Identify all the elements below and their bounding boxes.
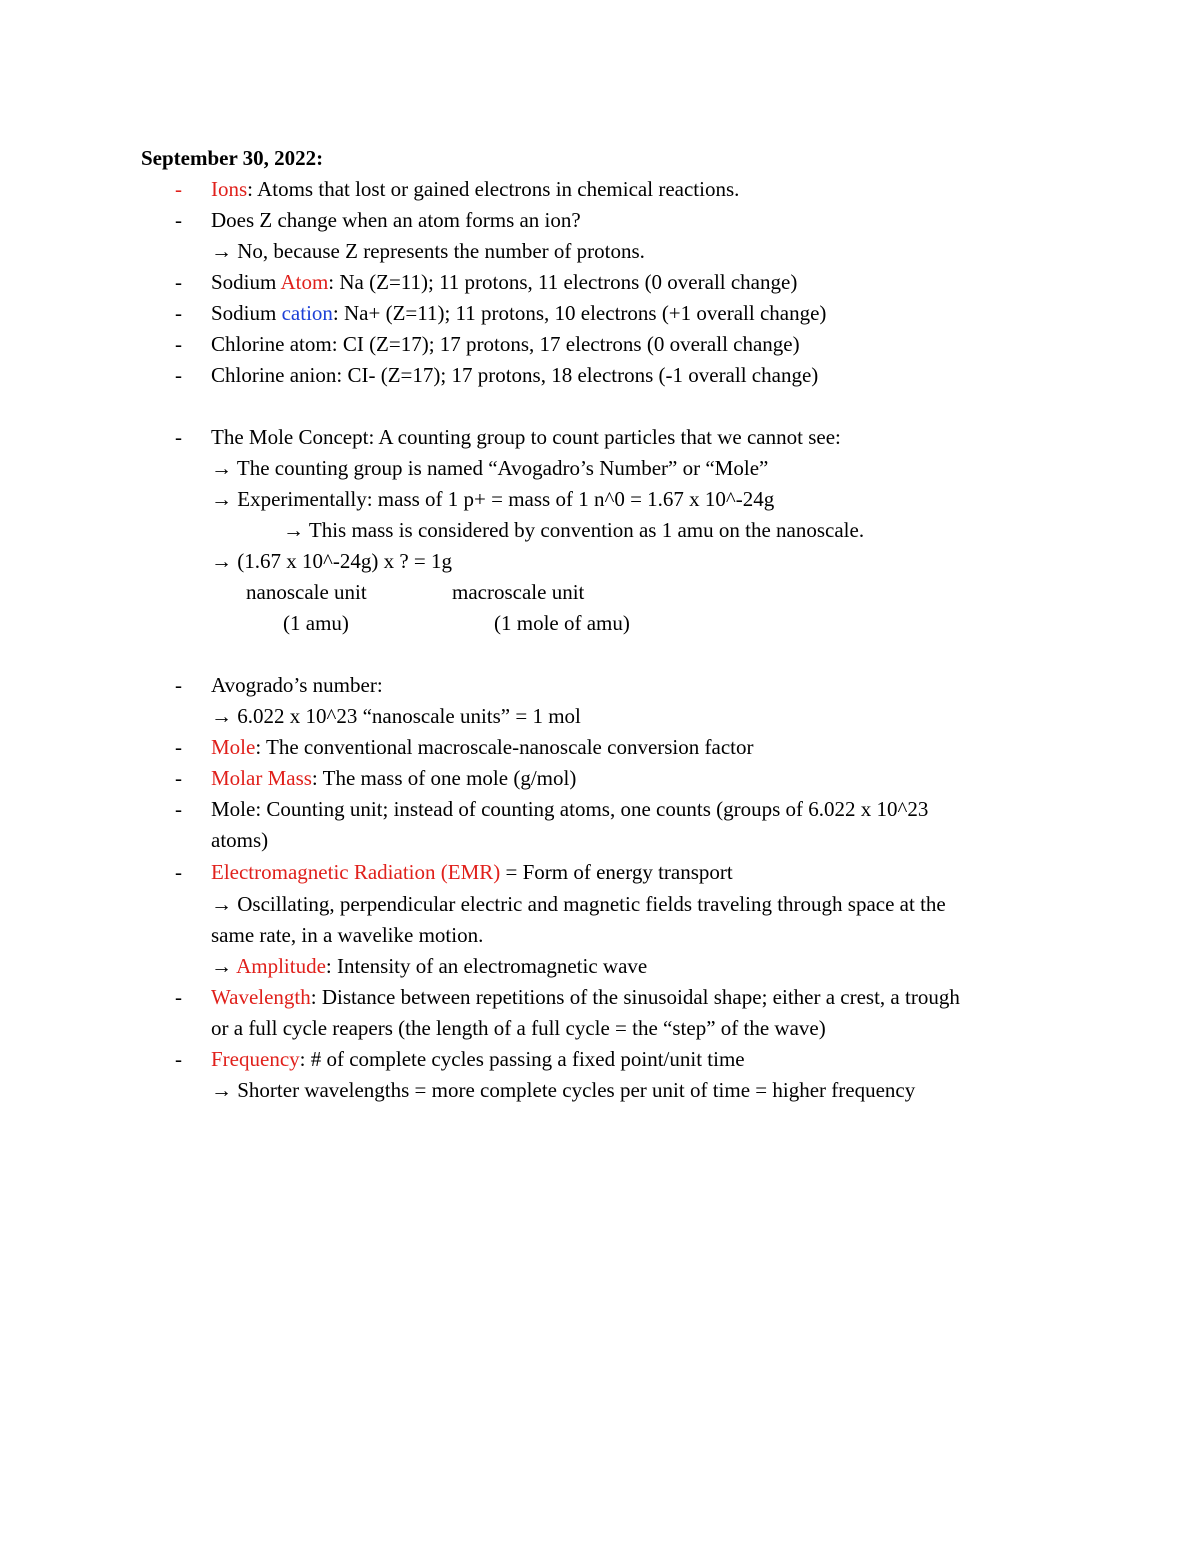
term-mole: Mole — [211, 735, 256, 759]
note-line-molar-mass — [211, 763, 576, 794]
line-prefix: → — [211, 954, 237, 978]
definition-text: : Intensity of an electromagnetic wave — [325, 954, 648, 978]
definition-text: : Na (Z=11); 11 protons, 11 electrons (0 overall change) — [328, 270, 798, 294]
bullet-marker: - — [175, 208, 182, 232]
note-line-sodium-cation — [211, 298, 826, 329]
note-subline-experimentally: → Experimentally: mass of 1 p+ = mass of 1 n^0 = 1.67 x 10^-24g — [211, 487, 775, 511]
bullet-marker: - — [175, 673, 182, 697]
note-line-mole-counting: Mole: Counting unit; instead of counting atoms, one counts (groups of 6.022 x 10^23 — [211, 797, 929, 821]
bullet-marker: - — [175, 735, 182, 759]
note-line-emr — [211, 857, 733, 888]
note-line-avogadro: Avogrado’s number: — [211, 673, 383, 697]
note-line-ions — [211, 174, 739, 205]
line-prefix: Sodium — [211, 301, 282, 325]
term-ions: Ions — [211, 177, 248, 201]
term-emr: Electromagnetic Radiation (EMR) — [211, 860, 501, 884]
note-line-sodium-atom — [211, 267, 797, 298]
bullet-marker: - — [175, 766, 182, 790]
note-subline-convention: → This mass is considered by convention as 1 amu on the nanoscale. — [283, 518, 865, 542]
label-macroscale-unit: macroscale unit — [452, 580, 585, 604]
note-line-wavelength-cont: or a full cycle reapers (the length of a full cycle = the “step” of the wave) — [211, 1016, 826, 1040]
term-cation: cation — [281, 301, 333, 325]
term-molar-mass: Molar Mass — [211, 766, 312, 790]
term-frequency: Frequency — [211, 1047, 300, 1071]
note-subline-oscillating: → Oscillating, perpendicular electric and magnetic fields traveling through space at the — [211, 892, 946, 916]
note-line-chlorine-anion: Chlorine anion: CI- (Z=17); 17 protons, 18 electrons (-1 overall change) — [211, 363, 819, 387]
bullet-marker: - — [175, 797, 182, 821]
note-line-mole-concept: The Mole Concept: A counting group to count particles that we cannot see: — [211, 425, 841, 449]
note-line-mole-counting-cont: atoms) — [211, 828, 269, 852]
note-subline-equation: → (1.67 x 10^-24g) x ? = 1g — [211, 549, 452, 573]
bullet-marker: - — [175, 1047, 182, 1071]
note-line-chlorine-atom: Chlorine atom: CI (Z=17); 17 protons, 17 electrons (0 overall change) — [211, 332, 800, 356]
bullet-marker: - — [175, 332, 182, 356]
label-one-mole-amu: (1 mole of amu) — [494, 611, 630, 635]
label-nanoscale-unit: nanoscale unit — [246, 580, 367, 604]
note-subline-counting-group: → The counting group is named “Avogadro’s Number” or “Mole” — [211, 456, 769, 480]
note-subline-oscillating-cont: same rate, in a wavelike motion. — [211, 923, 484, 947]
bullet-marker: - — [175, 270, 182, 294]
note-subline-amplitude — [211, 951, 647, 982]
definition-text: : The conventional macroscale-nanoscale conversion factor — [255, 735, 754, 759]
term-wavelength: Wavelength — [211, 985, 311, 1009]
note-line-z-question: Does Z change when an atom forms an ion? — [211, 208, 581, 232]
bullet-marker: - — [175, 301, 182, 325]
bullet-marker: - — [175, 985, 182, 1009]
line-prefix: Sodium — [211, 270, 281, 294]
note-line-mole — [211, 732, 753, 763]
bullet-marker: - — [175, 363, 182, 387]
bullet-marker: - — [175, 177, 182, 201]
note-line-frequency — [211, 1044, 745, 1075]
term-atom: Atom — [280, 270, 329, 294]
page-title: September 30, 2022: — [141, 146, 324, 170]
note-subline-avogadro-value: → 6.022 x 10^23 “nanoscale units” = 1 mol — [211, 704, 581, 728]
bullet-marker: - — [175, 425, 182, 449]
note-subline-z-answer: → No, because Z represents the number of protons. — [211, 239, 645, 263]
note-subline-shorter-wavelengths: → Shorter wavelengths = more complete cycles per unit of time = higher frequency — [211, 1078, 916, 1102]
definition-text: : # of complete cycles passing a fixed point/unit time — [299, 1047, 745, 1071]
definition-text: : Distance between repetitions of the sinusoidal shape; either a crest, a trough — [310, 985, 960, 1009]
term-amplitude: Amplitude — [236, 954, 326, 978]
definition-text: : Atoms that lost or gained electrons in chemical reactions. — [247, 177, 740, 201]
label-one-amu: (1 amu) — [283, 611, 349, 635]
definition-text: = Form of energy transport — [500, 860, 733, 884]
note-line-wavelength — [211, 982, 960, 1013]
definition-text: : Na+ (Z=11); 11 protons, 10 electrons (+1 overall change) — [332, 301, 827, 325]
bullet-marker: - — [175, 860, 182, 884]
definition-text: : The mass of one mole (g/mol) — [311, 766, 577, 790]
